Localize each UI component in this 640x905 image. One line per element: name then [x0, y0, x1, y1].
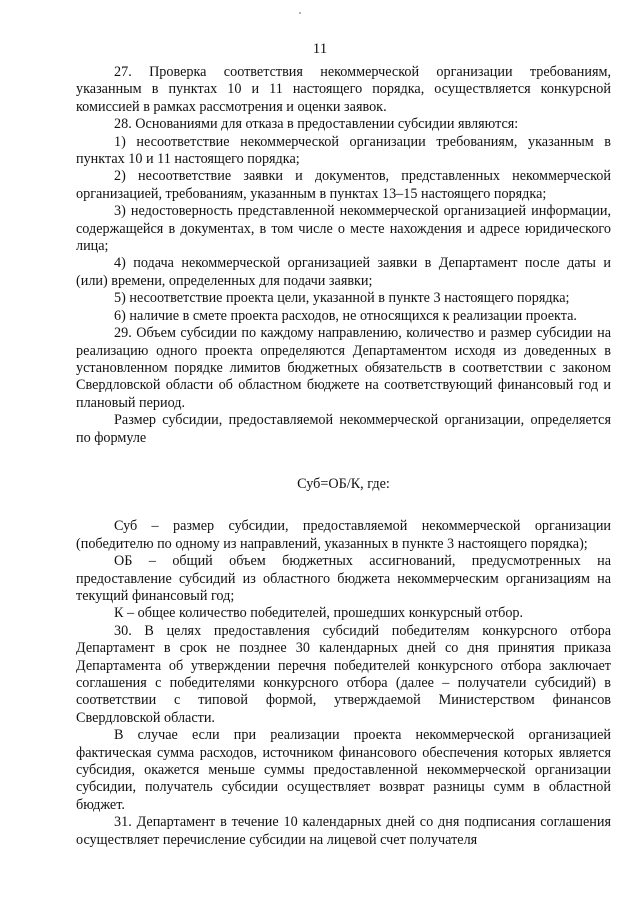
formula: Суб=ОБ/К, где:: [297, 475, 390, 492]
definition-k: К – общее количество победителей, прошедших конкурсный отбор.: [114, 605, 524, 622]
scan-dot: [299, 12, 301, 14]
paragraph-30: 30. В целях предоставления субсидий победителям конкурсного отбора Департамент в срок не позднее 30 календарных дней со дня принятия приказа Департамента об утверждении перечня победителей конкурсного отбора заключает соглашения с победителями конкурсного отбора (далее – получатели субсидий) в соответствии с типовой формой, утверждаемой Министерством финансов Свердловской области.: [76, 622, 611, 726]
paragraph-31: 31. Департамент в течение 10 календарных дней со дня подписания соглашения осуществляет перечисление субсидии на лицевой счет получателя: [76, 814, 611, 848]
list-item-6: 6) наличие в смете проекта расходов, не относящихся к реализации проекта.: [114, 307, 577, 324]
refund-paragraph: В случае если при реализации проекта некоммерческой организацией фактическая сумма расходов, источником финансового обеспечения которых является субсидия, окажется меньше суммы предоставленной некоммерческой организации субсидии, получатель субсидии осуществляет возврат разницы сумм в областной бюджет.: [76, 727, 611, 813]
subsidy-size-intro: Размер субсидии, предоставляемой некоммерческой организации, определяется по формуле: [76, 412, 611, 446]
definition-ob: ОБ – общий объем бюджетных ассигнований, предусмотренных на предоставление субсидий из областного бюджета некоммерческим организациям на текущий финансовый год;: [76, 553, 611, 604]
page-number: 11: [312, 41, 328, 57]
paragraph-28: 28. Основаниями для отказа в предоставлении субсидии являются:: [114, 116, 519, 133]
paragraph-27: 27. Проверка соответствия некоммерческой организации требованиям, указанным в пунктах 10 и 11 настоящего порядка, осуществляется конкурсной комиссией в рамках рассмотрения и оценки заявок.: [76, 64, 611, 115]
paragraph-29: 29. Объем субсидии по каждому направлению, количество и размер субсидии на реализацию одного проекта определяются Департаментом исходя из доведенных в установленном порядке лимитов бюджетных обязательств в соответствии с законом Свердловской области об областном бюджете на соответствующий финансовый год и плановый период.: [76, 325, 611, 411]
list-item-3: 3) недостоверность представленной некоммерческой организацией информации, содержащейся в документах, в том числе о месте нахождения и адресе юридического лица;: [76, 203, 611, 255]
list-item-2: 2) несоответствие заявки и документов, представленных некоммерческой организацией, требованиям, указанным в пунктах 13–15 настоящего порядка;: [76, 168, 611, 202]
definition-sub: Суб – размер субсидии, предоставляемой некоммерческой организации (победителю по одному из направлений, указанных в пункте 3 настоящего порядка);: [76, 518, 611, 552]
document-body: [76, 64, 611, 849]
list-item-4: 4) подача некоммерческой организацией заявки в Департамент после даты и (или) времени, определенных для подачи заявки;: [76, 255, 611, 289]
list-item-1: 1) несоответствие некоммерческой организации требованиям, указанным в пунктах 10 и 11 настоящего порядка;: [76, 133, 611, 168]
list-item-5: 5) несоответствие проекта цели, указанной в пункте 3 настоящего порядка;: [114, 290, 570, 307]
